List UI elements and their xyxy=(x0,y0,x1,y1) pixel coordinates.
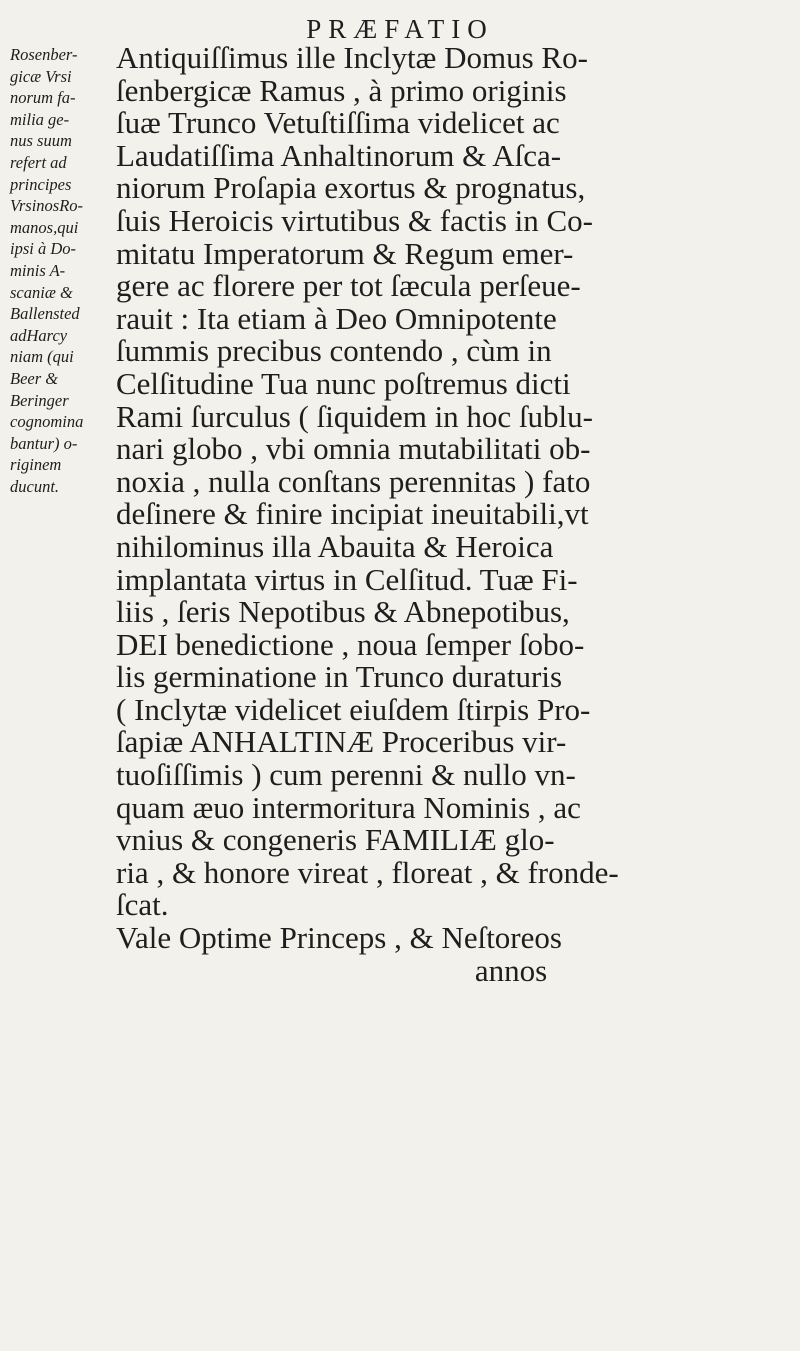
text-line: Rami ſurculus ( ſiquidem in hoc ſublu- xyxy=(116,398,593,434)
marginal-line: cognomina xyxy=(10,412,84,432)
text-line: ſapiæ ANHALTINÆ Proceribus vir- xyxy=(116,724,567,760)
marginal-line: riginem xyxy=(10,455,62,475)
marginal-line: norum fa- xyxy=(10,88,76,108)
text-line: niorum Proſapia exortus & prognatus, xyxy=(116,170,586,206)
text-line: rauit : Ita etiam à Deo Omnipotente xyxy=(116,300,557,336)
text-line: ( Inclytæ videlicet eiuſdem ſtirpis Pro- xyxy=(116,691,591,727)
marginal-line: adHarcy xyxy=(10,325,68,345)
text-line: ſummis precibus contendo , cùm in xyxy=(116,333,552,369)
marginal-note xyxy=(10,44,104,497)
text-line: Vale Optime Princeps , & Neſtoreos xyxy=(116,920,562,956)
text-line: lis germinatione in Trunco duraturis xyxy=(116,659,563,695)
text-line: ſuis Heroicis virtutibus & factis in Co- xyxy=(116,202,594,238)
text-line: vnius & congeneris FAMILIÆ glo- xyxy=(116,822,555,858)
marginal-line: niam (qui xyxy=(10,347,74,367)
text-line: ria , & honore vireat , floreat , & fronde- xyxy=(116,854,619,890)
text-line: Celſitudine Tua nunc poſtremus dicti xyxy=(116,365,571,401)
marginal-line: scaniæ & xyxy=(10,282,73,302)
text-line: implantata virtus in Celſitud. Tuæ Fi- xyxy=(116,561,578,597)
text-line: noxia , nulla conſtans perennitas ) fato xyxy=(116,463,591,499)
text-line: nari globo , vbi omnia mutabilitati ob- xyxy=(116,431,591,467)
marginal-line: refert ad xyxy=(10,152,67,172)
marginal-line: ducunt. xyxy=(10,476,60,496)
text-line: deſinere & finire incipiat ineuitabili,vt xyxy=(116,496,589,532)
marginal-line: VrsinosRo- xyxy=(10,196,84,216)
marginal-line: Beringer xyxy=(10,390,69,410)
marginal-line: nus suum xyxy=(10,131,72,151)
text-line: nihilominus illa Abauita & Heroica xyxy=(116,528,554,564)
text-line: liis , ſeris Nepotibus & Abnepotibus, xyxy=(116,594,570,630)
text-line: ſuæ Trunco Vetuſtiſſima videlicet ac xyxy=(116,105,560,141)
page-header: PRÆFATIO xyxy=(306,14,494,44)
text-line: ſenbergicæ Ramus , à primo originis xyxy=(116,72,567,108)
text-line: DEI benedictione , noua ſemper ſobo- xyxy=(116,626,585,662)
text-line: mitatu Imperatorum & Regum emer- xyxy=(116,235,574,271)
marginal-line: manos,qui xyxy=(10,217,79,237)
marginal-line: Beer & xyxy=(10,368,59,388)
main-text xyxy=(116,42,800,987)
text-line: tuoſiſſimis ) cum perenni & nullo vn- xyxy=(116,757,576,793)
marginal-line: minis A- xyxy=(10,260,66,280)
text-line: Antiquiſſimus ille Inclytæ Domus Ro- xyxy=(116,40,588,75)
marginal-line: Ballensted xyxy=(10,304,80,324)
text-line: annos xyxy=(474,952,548,988)
marginal-line: ipsi à Do- xyxy=(10,239,76,259)
marginal-line: principes xyxy=(10,174,72,194)
marginal-line: gicæ Vrsi xyxy=(10,66,72,86)
marginal-line: bantur) o- xyxy=(10,433,78,453)
text-line: Laudatiſſima Anhaltinorum & Aſca- xyxy=(116,137,562,173)
marginal-line: Rosenber- xyxy=(10,45,78,64)
text-line: gere ac florere per tot ſæcula perſeue- xyxy=(116,268,581,304)
text-line: ſcat. xyxy=(116,887,169,923)
marginal-line: milia ge- xyxy=(10,109,70,129)
text-line: quam æuo intermoritura Nominis , ac xyxy=(116,789,581,825)
